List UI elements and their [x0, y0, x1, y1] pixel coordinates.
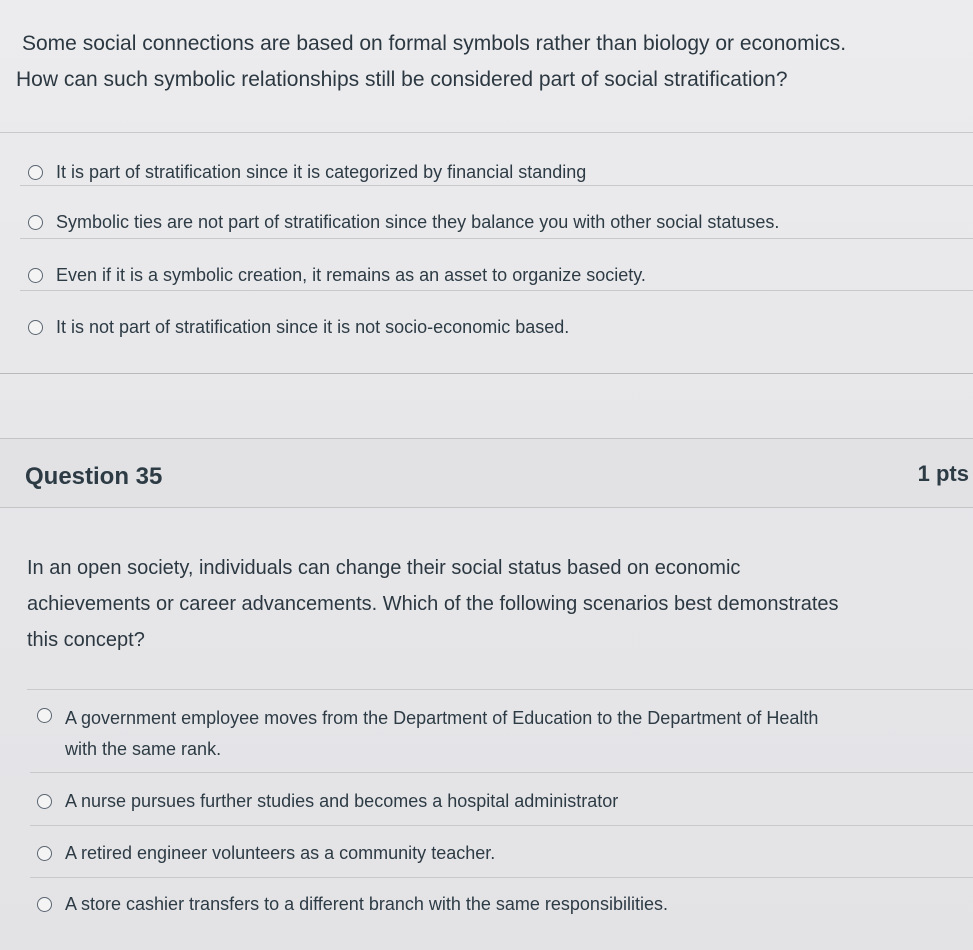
q35-answer-1-line-2: with the same rank.	[65, 739, 222, 759]
radio-button[interactable]	[37, 897, 52, 912]
divider	[30, 825, 973, 826]
q35-answer-3-label: A retired engineer volunteers as a community teacher.	[65, 843, 496, 863]
q35-answer-1-line-1: A government employee moves from the Department of Education to the Department of Health	[65, 708, 819, 728]
radio-button[interactable]	[28, 215, 43, 230]
q35-answer-2-label: A nurse pursues further studies and becomes a hospital administrator	[65, 791, 619, 811]
question-34-text-line-1: Some social connections are based on formal symbols rather than biology or economics.	[22, 32, 847, 55]
divider	[30, 772, 973, 773]
question-35-header	[0, 438, 973, 508]
radio-button[interactable]	[28, 165, 43, 180]
q34-answer-4[interactable]	[28, 312, 569, 343]
radio-button[interactable]	[28, 320, 43, 335]
q35-answer-2[interactable]	[37, 786, 618, 817]
question-35-text-line-2: achievements or career advancements. Which of the following scenarios best demonstrates	[27, 593, 839, 615]
radio-button[interactable]	[28, 268, 43, 283]
q34-answer-4-label: It is not part of stratification since it is not socio-economic based.	[56, 317, 570, 337]
radio-button[interactable]	[37, 846, 52, 861]
radio-button[interactable]	[37, 708, 52, 723]
question-35-text-line-3: this concept?	[27, 629, 145, 651]
q35-answer-4-label: A store cashier transfers to a different branch with the same responsibilities.	[65, 894, 668, 914]
q34-answer-1-label: It is part of stratification since it is categorized by financial standing	[56, 162, 587, 182]
q34-answer-2[interactable]	[28, 207, 779, 238]
q35-answer-1-label	[65, 703, 818, 765]
q34-answer-3[interactable]	[28, 260, 646, 291]
divider	[0, 132, 973, 133]
question-34-text-line-2: How can such symbolic relationships still be considered part of social stratification?	[16, 68, 788, 91]
q34-answer-3-label: Even if it is a symbolic creation, it remains as an asset to organize society.	[56, 265, 646, 285]
divider	[30, 877, 973, 878]
q34-answer-1[interactable]	[28, 157, 586, 188]
q34-answer-2-label: Symbolic ties are not part of stratification since they balance you with other social statuses.	[56, 212, 780, 232]
q35-answer-3[interactable]	[37, 838, 495, 869]
radio-button[interactable]	[37, 794, 52, 809]
divider	[20, 185, 973, 186]
question-end-divider	[0, 373, 973, 374]
question-34-text	[16, 26, 962, 98]
question-title: Question 35	[25, 463, 163, 490]
question-35-text-line-1: In an open society, individuals can change their social status based on economic	[27, 557, 741, 579]
q35-answer-1[interactable]	[37, 703, 818, 765]
question-35-text	[27, 550, 967, 658]
divider	[20, 290, 973, 291]
divider	[27, 689, 973, 690]
question-points: 1 pts	[917, 461, 969, 486]
q35-answer-4[interactable]	[37, 889, 668, 920]
divider	[20, 238, 973, 239]
